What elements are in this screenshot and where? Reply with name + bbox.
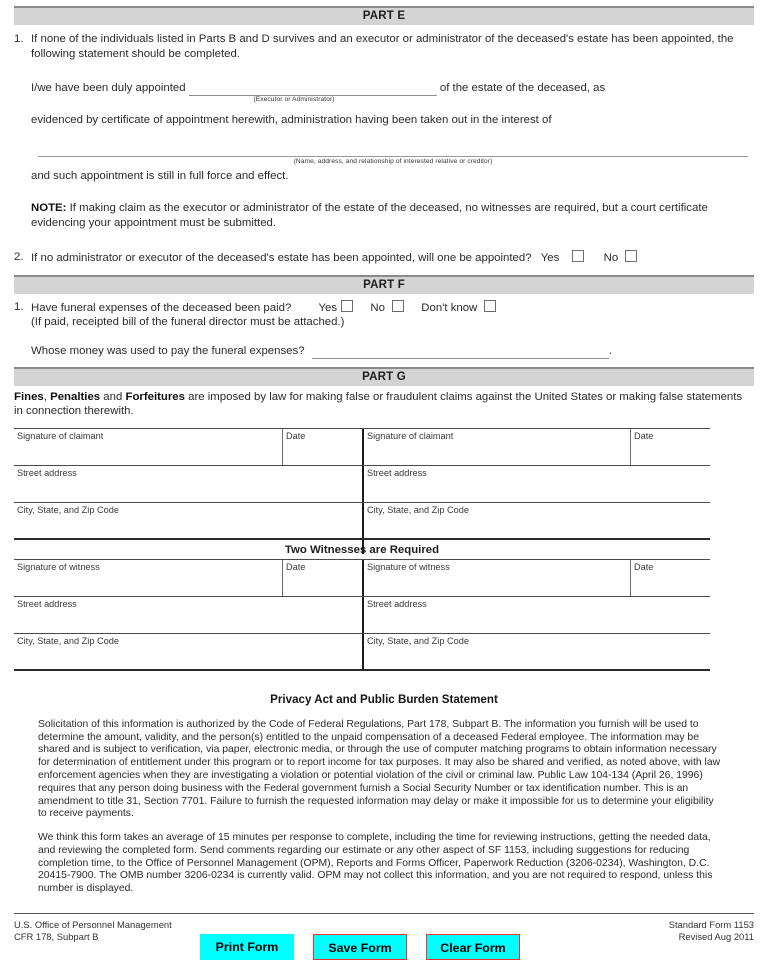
part-e-question-1 (14, 32, 752, 61)
witness-date-label-2: Date (634, 561, 654, 572)
claimant-street-cell-1[interactable] (14, 466, 362, 502)
interested-party-input[interactable] (38, 156, 748, 157)
claimant-date-label-2: Date (634, 430, 654, 441)
part-e-q2-no-label: No (603, 252, 619, 265)
claimant-date-cell-2[interactable] (630, 429, 710, 465)
witness-date-label-1: Date (286, 561, 306, 572)
part-f-q1-text: Have funeral expenses of the deceased been paid? (31, 301, 292, 314)
form-action-buttons (200, 934, 520, 960)
part-e-q2-yes-label: Yes (540, 252, 560, 265)
evidenced-text: evidenced by certificate of appointment herewith, administration having been taken out in the interest of (31, 113, 552, 126)
note-label: NOTE: (31, 201, 67, 214)
claimant-date-cell-1[interactable] (282, 429, 362, 465)
part-f-q1-number: 1. (14, 300, 24, 313)
part-f-yes-label: Yes (318, 301, 338, 314)
part-g-sep-2: and (100, 390, 126, 403)
privacy-paragraph-2: We think this form takes an average of 15 minutes per response to complete, including the time for reviewing instructions, getting the needed data, and reviewing the completed form. Send comments regarding our estimate or any other aspect of SF 1153, including suggestions for reducing completion time, to the Office of Personnel Management (OPM), Reports and Forms Officer, Paperwork Reduction (3206-0234), Washington, D.C. 20415-7900. The OMB number 3206-0234 is currently valid. OPM may not collect this information, and you are not required to respond, unless this number is displayed. (38, 832, 713, 895)
footer-agency-line-1: U.S. Office of Personnel Management (14, 919, 172, 931)
part-g-sep-1: , (43, 390, 51, 403)
witness-required-heading: Two Witnesses are Required (284, 543, 440, 556)
whose-money-line (31, 344, 752, 359)
part-e-header: PART E (14, 6, 754, 25)
footer-form-revision: Revised Aug 2011 (678, 930, 754, 942)
footer-form-info (669, 919, 754, 942)
witness-date-cell-2[interactable] (630, 560, 710, 596)
witness-date-cell-1[interactable] (282, 560, 362, 596)
claimant-signature-label-1: Signature of claimant (17, 430, 104, 441)
table-row (14, 597, 710, 634)
whose-money-label: Whose money was used to pay the funeral expenses? (31, 344, 305, 357)
part-g-statement (14, 390, 752, 419)
part-f-no-checkbox[interactable] (392, 300, 404, 312)
part-e-question-2 (14, 250, 752, 266)
part-e-q2-yes-checkbox[interactable] (572, 250, 584, 262)
privacy-paragraph-1: Solicitation of this information is authorized by the Code of Federal Regulations, Part 178, Subpart B. The information you furnish will be used to determine the amount, validity, and the person(s) entitled to the unpaid compensation of a deceased Federal employee. The information may be shared and is subject to verification, via paper, electronic media, or through the use of computer matching programs to obtain information necessary for determination of entitlement under this program or to report income for tax purposes. It may also be shared and verified, as noted above, with law enforcement agencies when they are investigating a violation or potential violation of the civil or criminal law. Public Law 104-134 (April 26, 1996) requires that any person doing business with the Federal government furnish a Social Security Number or tax identification number. This is an amendment to title 31, Section 7701. Failure to furnish the requested information may delay or make it impossible for us to determine your eligibility to receive payments. (38, 718, 721, 820)
witness-signature-label-1: Signature of witness (17, 561, 100, 572)
witness-signature-cell-2[interactable] (362, 560, 630, 596)
part-e-note (31, 201, 752, 230)
part-e-q1-text: If none of the individuals listed in Parts B and D survives and an executor or administrator of the deceased's estate has been appointed, the following statement should be completed. (31, 33, 734, 60)
witness-street-cell-1[interactable] (14, 597, 362, 633)
claimant-citystate-cell-2[interactable] (362, 503, 710, 538)
claimant-citystate-label-2: City, State, and Zip Code (367, 504, 469, 515)
claimant-signature-cell-2[interactable] (362, 429, 630, 465)
part-g-header: PART G (14, 367, 754, 386)
witness-signature-label-2: Signature of witness (367, 561, 450, 572)
witness-citystate-cell-2[interactable] (362, 634, 710, 669)
witness-signature-table (14, 559, 710, 671)
claimant-citystate-cell-1[interactable] (14, 503, 362, 538)
claimant-date-label-1: Date (286, 430, 306, 441)
table-row (14, 429, 710, 466)
part-e-q2-text: If no administrator or executor of the deceased's estate has been appointed, will one be appointed? (31, 252, 532, 265)
part-e-q2-row (31, 250, 752, 266)
witness-street-label-2: Street address (367, 598, 427, 609)
part-f-dontknow-checkbox[interactable] (484, 300, 496, 312)
table-row (14, 503, 710, 540)
part-g-bold-fines: Fines (14, 390, 44, 403)
claimant-signature-table (14, 428, 710, 540)
part-g-bold-penalties: Penalties (50, 390, 101, 403)
part-f-yes-checkbox[interactable] (341, 300, 353, 312)
footer-agency-line-2: CFR 178, Subpart B (14, 930, 99, 942)
claimant-street-label-2: Street address (367, 467, 427, 478)
claimant-signature-label-2: Signature of claimant (367, 430, 454, 441)
witness-citystate-cell-1[interactable] (14, 634, 362, 669)
table-row (14, 634, 710, 671)
executor-name-input[interactable] (189, 84, 437, 96)
witness-heading-area (14, 540, 710, 559)
privacy-act-title: Privacy Act and Public Burden Statement (270, 692, 498, 706)
witness-signature-cell-1[interactable] (14, 560, 282, 596)
claimant-citystate-label-1: City, State, and Zip Code (17, 504, 119, 515)
part-g-rest-text: are imposed by law for making false or fraudulent claims against the United States or making false statements in connection therewith. (14, 390, 743, 418)
claimant-street-cell-2[interactable] (362, 466, 710, 502)
part-f-q1-subtext: (If paid, receipted bill of the funeral director must be attached.) (31, 316, 345, 329)
note-text: If making claim as the executor or administrator of the estate of the deceased, no witnesses are required, but a court certificate evidencing your appointment must be submitted. (31, 201, 708, 229)
part-e-q2-no-checkbox[interactable] (625, 250, 637, 262)
whose-money-tail: . (608, 344, 612, 357)
footer-agency-info (14, 914, 224, 942)
clear-form-button[interactable]: Clear Form (426, 934, 520, 960)
print-form-button[interactable]: Print Form (200, 934, 294, 960)
part-f-dontknow-label: Don't know (421, 301, 478, 314)
part-e-q2-number: 2. (14, 251, 24, 264)
part-f-question-1 (14, 300, 752, 316)
part-g-bold-forfeitures: Forfeitures (125, 390, 185, 403)
table-row (14, 466, 710, 503)
table-row (14, 560, 710, 597)
witness-center-divider (362, 540, 364, 554)
footer (14, 914, 754, 970)
footer-form-number: Standard Form 1153 (668, 919, 754, 931)
appointed-prefix-label: I/we have been duly appointed (31, 82, 186, 95)
claimant-signature-cell-1[interactable] (14, 429, 282, 465)
save-form-button[interactable]: Save Form (313, 934, 407, 960)
witness-street-label-1: Street address (17, 598, 77, 609)
witness-street-cell-2[interactable] (362, 597, 710, 633)
still-in-force-text: and such appointment is still in full force and effect. (31, 170, 289, 183)
appointed-suffix-label: of the estate of the deceased, as (439, 82, 606, 95)
interested-party-caption: (Name, address, and relationship of interested relative or creditor) (293, 158, 493, 166)
part-f-no-label: No (370, 301, 385, 314)
executor-caption: (Executor or Administrator) (253, 95, 335, 103)
witness-citystate-label-2: City, State, and Zip Code (367, 635, 469, 646)
whose-money-input[interactable] (312, 347, 609, 359)
witness-citystate-label-1: City, State, and Zip Code (17, 635, 119, 646)
claimant-street-label-1: Street address (17, 467, 77, 478)
part-f-header: PART F (14, 275, 754, 294)
appointment-statement-line (31, 81, 752, 96)
part-e-q1-number: 1. (14, 33, 24, 45)
part-f-q1-row (31, 300, 752, 316)
